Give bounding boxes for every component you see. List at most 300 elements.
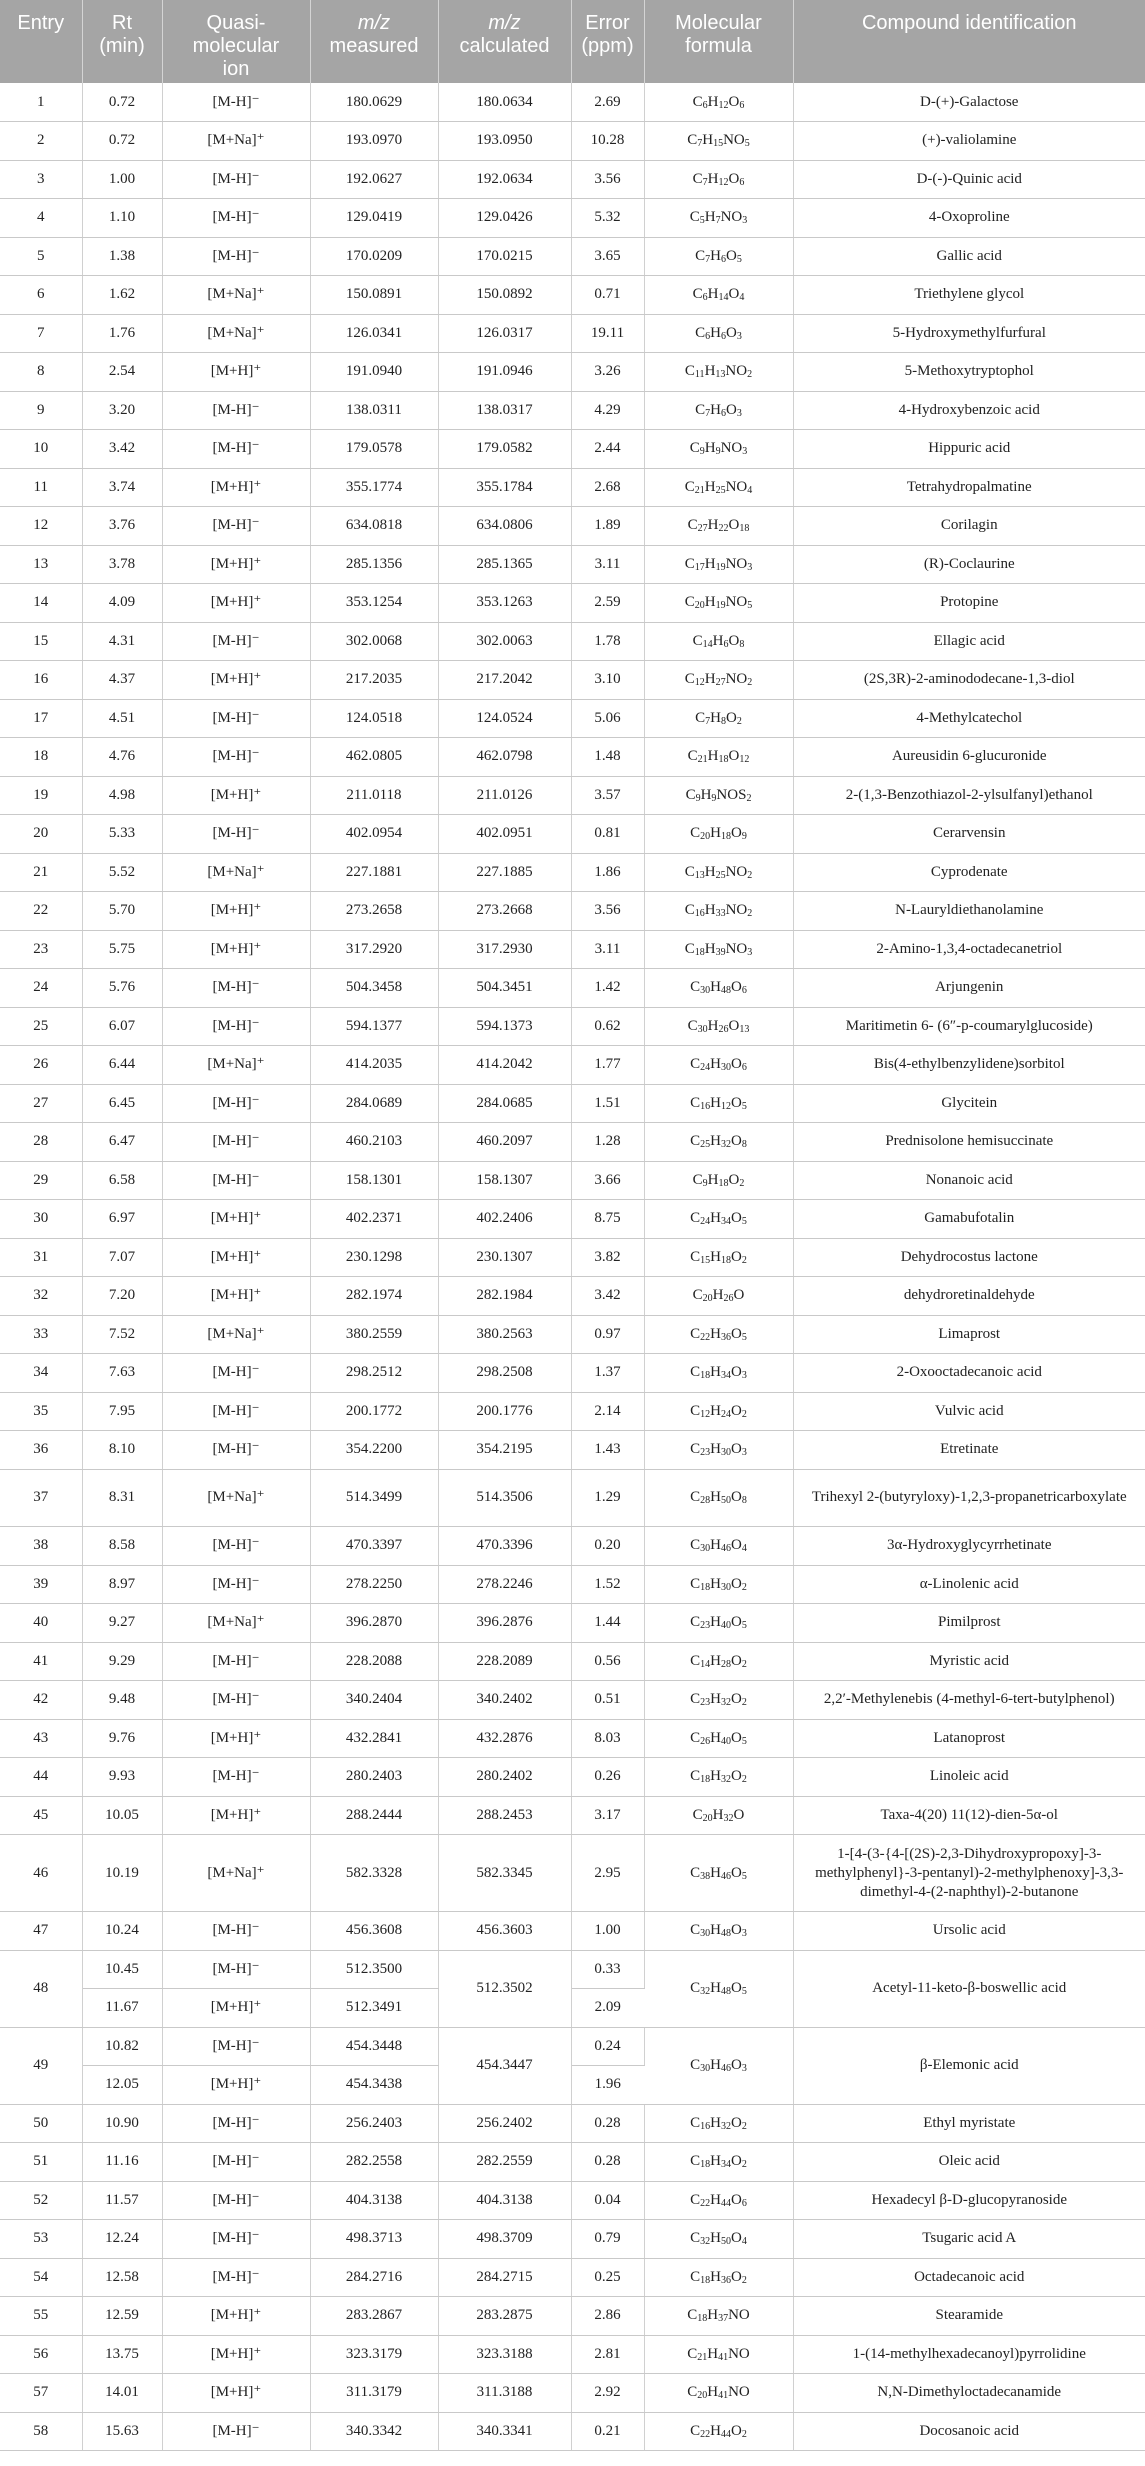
cell-ion: [M+Na]⁺ <box>162 314 310 353</box>
cell-ion: [M+H]⁺ <box>162 353 310 392</box>
cell-mz-measured: 288.2444 <box>310 1796 438 1835</box>
cell-ion: [M-H]⁻ <box>162 1527 310 1566</box>
cell-formula: $C_{21}H_{18}O_{12}$ <box>644 738 793 777</box>
cell-ion: [M+H]⁺ <box>162 1200 310 1239</box>
cell-compound: 2-(1,3-Benzothiazol-2-ylsulfanyl)ethanol <box>793 776 1145 815</box>
cell-compound: Nonanoic acid <box>793 1161 1145 1200</box>
cell-mz-measured: 193.0970 <box>310 122 438 161</box>
cell-rt: 6.45 <box>82 1084 162 1123</box>
cell-error: 2.68 <box>571 468 644 507</box>
cell-mz-calculated: 317.2930 <box>438 930 571 969</box>
cell-formula: $C_{18}H_{30}O_2$ <box>644 1565 793 1604</box>
cell-mz-calculated: 150.0892 <box>438 276 571 315</box>
cell-ion: [M-H]⁻ <box>162 2181 310 2220</box>
cell-formula: $C_{20}H_{41}NO$ <box>644 2374 793 2413</box>
cell-error: 1.29 <box>571 1469 644 1527</box>
cell-rt: 4.51 <box>82 699 162 738</box>
table-row <box>0 430 1145 469</box>
cell-mz-calculated: 498.3709 <box>438 2220 571 2259</box>
cell-mz-calculated: 200.1776 <box>438 1392 571 1431</box>
cell-compound: 4-Oxoproline <box>793 199 1145 238</box>
cell-compound: Dehydrocostus lactone <box>793 1238 1145 1277</box>
cell-entry: 28 <box>0 1123 82 1162</box>
cell-entry: 10 <box>0 430 82 469</box>
table-row <box>0 545 1145 584</box>
cell-compound: Oleic acid <box>793 2143 1145 2182</box>
cell-entry: 50 <box>0 2104 82 2143</box>
table-row <box>0 2181 1145 2220</box>
cell-mz-measured: 230.1298 <box>310 1238 438 1277</box>
cell-mz-calculated: 432.2876 <box>438 1719 571 1758</box>
cell-entry: 29 <box>0 1161 82 1200</box>
cell-error: 0.28 <box>571 2104 644 2143</box>
cell-error: 3.56 <box>571 892 644 931</box>
cell-formula: $C_{22}H_{36}O_5$ <box>644 1315 793 1354</box>
cell-formula: $C_{17}H_{19}NO_3$ <box>644 545 793 584</box>
cell-mz-calculated: 191.0946 <box>438 353 571 392</box>
cell-entry: 8 <box>0 353 82 392</box>
cell-error: 0.51 <box>571 1681 644 1720</box>
cell-rt: 10.90 <box>82 2104 162 2143</box>
cell-mz-calculated: 470.3396 <box>438 1527 571 1566</box>
cell-ion: [M+H]⁺ <box>162 2335 310 2374</box>
cell-mz-measured: 498.3713 <box>310 2220 438 2259</box>
cell-mz-measured: 514.3499 <box>310 1469 438 1527</box>
cell-ion: [M-H]⁻ <box>162 1431 310 1470</box>
cell-mz-measured: 129.0419 <box>310 199 438 238</box>
cell-ion: [M+H]⁺ <box>162 545 310 584</box>
cell-compound: Pimilprost <box>793 1604 1145 1643</box>
cell-ion: [M+H]⁺ <box>162 930 310 969</box>
cell-ion: [M+Na]⁺ <box>162 1835 310 1912</box>
cell-formula: $C_{14}H_6O_8$ <box>644 622 793 661</box>
cell-compound: Docosanoic acid <box>793 2412 1145 2451</box>
cell-formula: $C_{20}H_{32}O$ <box>644 1796 793 1835</box>
cell-rt: 3.20 <box>82 391 162 430</box>
cell-rt: 1.76 <box>82 314 162 353</box>
cell-entry: 38 <box>0 1527 82 1566</box>
cell-mz-measured: 200.1772 <box>310 1392 438 1431</box>
cell-mz-measured: 512.3491 <box>310 1989 438 2028</box>
cell-mz-calculated: 126.0317 <box>438 314 571 353</box>
cell-error: 1.89 <box>571 507 644 546</box>
cell-mz-measured: 228.2088 <box>310 1642 438 1681</box>
cell-mz-calculated: 283.2875 <box>438 2297 571 2336</box>
cell-ion: [M-H]⁻ <box>162 2027 310 2066</box>
cell-mz-calculated: 456.3603 <box>438 1912 571 1951</box>
cell-compound: Etretinate <box>793 1431 1145 1470</box>
cell-error: 2.92 <box>571 2374 644 2413</box>
cell-error: 3.42 <box>571 1277 644 1316</box>
cell-formula: $C_{22}H_{44}O_6$ <box>644 2181 793 2220</box>
cell-error: 2.81 <box>571 2335 644 2374</box>
cell-mz-calculated: 170.0215 <box>438 237 571 276</box>
cell-ion: [M-H]⁻ <box>162 815 310 854</box>
cell-formula: $C_{11}H_{13}NO_2$ <box>644 353 793 392</box>
cell-rt: 10.45 <box>82 1950 162 1989</box>
cell-mz-calculated: 582.3345 <box>438 1835 571 1912</box>
cell-mz-calculated: 273.2668 <box>438 892 571 931</box>
cell-rt: 9.48 <box>82 1681 162 1720</box>
table-row <box>0 83 1145 122</box>
cell-mz-calculated: 454.3447 <box>438 2027 571 2104</box>
cell-compound: Protopine <box>793 584 1145 623</box>
cell-entry: 51 <box>0 2143 82 2182</box>
cell-ion: [M-H]⁻ <box>162 1084 310 1123</box>
cell-ion: [M-H]⁻ <box>162 1007 310 1046</box>
cell-mz-measured: 402.0954 <box>310 815 438 854</box>
cell-mz-calculated: 138.0317 <box>438 391 571 430</box>
cell-mz-calculated: 402.0951 <box>438 815 571 854</box>
cell-error: 2.44 <box>571 430 644 469</box>
cell-rt: 11.16 <box>82 2143 162 2182</box>
cell-error: 1.51 <box>571 1084 644 1123</box>
cell-mz-measured: 302.0068 <box>310 622 438 661</box>
cell-mz-measured: 298.2512 <box>310 1354 438 1393</box>
cell-entry: 1 <box>0 83 82 122</box>
cell-ion: [M-H]⁻ <box>162 1354 310 1393</box>
cell-formula: $C_{18}H_{34}O_2$ <box>644 2143 793 2182</box>
col-formula-header: Molecular formula <box>644 0 793 83</box>
cell-mz-measured: 380.2559 <box>310 1315 438 1354</box>
cell-mz-calculated: 193.0950 <box>438 122 571 161</box>
cell-formula: $C_{24}H_{34}O_5$ <box>644 1200 793 1239</box>
cell-rt: 5.75 <box>82 930 162 969</box>
table-row <box>0 1315 1145 1354</box>
cell-error: 3.82 <box>571 1238 644 1277</box>
table-row <box>0 1469 1145 1527</box>
cell-compound: Linoleic acid <box>793 1758 1145 1797</box>
cell-ion: [M-H]⁻ <box>162 391 310 430</box>
cell-rt: 11.67 <box>82 1989 162 2028</box>
cell-mz-measured: 414.2035 <box>310 1046 438 1085</box>
cell-entry: 57 <box>0 2374 82 2413</box>
cell-entry: 36 <box>0 1431 82 1470</box>
cell-mz-measured: 283.2867 <box>310 2297 438 2336</box>
cell-error: 0.28 <box>571 2143 644 2182</box>
cell-mz-calculated: 192.0634 <box>438 160 571 199</box>
cell-formula: $C_{14}H_{28}O_2$ <box>644 1642 793 1681</box>
cell-entry: 48 <box>0 1950 82 2027</box>
cell-compound: Limaprost <box>793 1315 1145 1354</box>
table-row <box>0 1392 1145 1431</box>
table-row <box>0 237 1145 276</box>
cell-ion: [M-H]⁻ <box>162 199 310 238</box>
table-row <box>0 853 1145 892</box>
cell-mz-measured: 284.2716 <box>310 2258 438 2297</box>
cell-error: 0.81 <box>571 815 644 854</box>
cell-compound: 4-Hydroxybenzoic acid <box>793 391 1145 430</box>
table-row <box>0 1084 1145 1123</box>
cell-formula: $C_{21}H_{41}NO$ <box>644 2335 793 2374</box>
cell-compound: Cyprodenate <box>793 853 1145 892</box>
cell-mz-calculated: 634.0806 <box>438 507 571 546</box>
cell-ion: [M-H]⁻ <box>162 1642 310 1681</box>
cell-ion: [M+H]⁺ <box>162 661 310 700</box>
cell-mz-calculated: 414.2042 <box>438 1046 571 1085</box>
cell-formula: $C_6H_{14}O_4$ <box>644 276 793 315</box>
cell-mz-measured: 396.2870 <box>310 1604 438 1643</box>
cell-formula: $C_7H_{12}O_6$ <box>644 160 793 199</box>
cell-error: 4.29 <box>571 391 644 430</box>
cell-mz-measured: 170.0209 <box>310 237 438 276</box>
cell-formula: $C_{30}H_{26}O_{13}$ <box>644 1007 793 1046</box>
header-row <box>0 0 1145 83</box>
cell-mz-calculated: 355.1784 <box>438 468 571 507</box>
cell-compound: Tetrahydropalmatine <box>793 468 1145 507</box>
table-row <box>0 2258 1145 2297</box>
col-rt-header: Rt (min) <box>82 0 162 83</box>
cell-mz-measured: 432.2841 <box>310 1719 438 1758</box>
table-row <box>0 199 1145 238</box>
cell-rt: 1.10 <box>82 199 162 238</box>
cell-formula: $C_{30}H_{46}O_4$ <box>644 1527 793 1566</box>
cell-entry: 47 <box>0 1912 82 1951</box>
cell-ion: [M-H]⁻ <box>162 83 310 122</box>
cell-compound: 5-Methoxytryptophol <box>793 353 1145 392</box>
cell-mz-measured: 211.0118 <box>310 776 438 815</box>
cell-ion: [M-H]⁻ <box>162 1758 310 1797</box>
cell-error: 19.11 <box>571 314 644 353</box>
cell-error: 3.10 <box>571 661 644 700</box>
cell-compound: Latanoprost <box>793 1719 1145 1758</box>
cell-rt: 6.58 <box>82 1161 162 1200</box>
cell-error: 3.66 <box>571 1161 644 1200</box>
cell-entry: 16 <box>0 661 82 700</box>
table-row <box>0 1835 1145 1912</box>
cell-rt: 12.58 <box>82 2258 162 2297</box>
cell-rt: 1.38 <box>82 237 162 276</box>
cell-mz-measured: 594.1377 <box>310 1007 438 1046</box>
cell-ion: [M-H]⁻ <box>162 1161 310 1200</box>
cell-mz-calculated: 282.1984 <box>438 1277 571 1316</box>
cell-formula: $C_{18}H_{39}NO_3$ <box>644 930 793 969</box>
cell-mz-measured: 404.3138 <box>310 2181 438 2220</box>
cell-formula: $C_{12}H_{27}NO_2$ <box>644 661 793 700</box>
cell-formula: $C_{20}H_{18}O_9$ <box>644 815 793 854</box>
cell-compound: Trihexyl 2-(butyryloxy)-1,2,3-propanetricarboxylate <box>793 1469 1145 1527</box>
table-row <box>0 1200 1145 1239</box>
cell-formula: $C_{24}H_{30}O_6$ <box>644 1046 793 1085</box>
cell-ion: [M+Na]⁺ <box>162 276 310 315</box>
cell-entry: 37 <box>0 1469 82 1527</box>
cell-error: 0.62 <box>571 1007 644 1046</box>
cell-entry: 24 <box>0 969 82 1008</box>
cell-mz-calculated: 404.3138 <box>438 2181 571 2220</box>
cell-compound: (+)-valiolamine <box>793 122 1145 161</box>
cell-entry: 19 <box>0 776 82 815</box>
cell-ion: [M-H]⁻ <box>162 2412 310 2451</box>
cell-compound: D-(-)-Quinic acid <box>793 160 1145 199</box>
cell-mz-calculated: 504.3451 <box>438 969 571 1008</box>
cell-error: 1.44 <box>571 1604 644 1643</box>
table-row <box>0 1527 1145 1566</box>
cell-formula: $C_9H_9NOS_2$ <box>644 776 793 815</box>
cell-compound: N-Lauryldiethanolamine <box>793 892 1145 931</box>
cell-mz-measured: 311.3179 <box>310 2374 438 2413</box>
cell-rt: 7.20 <box>82 1277 162 1316</box>
table-row <box>0 1604 1145 1643</box>
cell-rt: 5.70 <box>82 892 162 931</box>
cell-compound: Acetyl-11-keto-β-boswellic acid <box>793 1950 1145 2027</box>
cell-ion: [M-H]⁻ <box>162 1123 310 1162</box>
table-row <box>0 1431 1145 1470</box>
cell-entry: 26 <box>0 1046 82 1085</box>
cell-mz-calculated: 594.1373 <box>438 1007 571 1046</box>
cell-rt: 7.63 <box>82 1354 162 1393</box>
table-row <box>0 2374 1145 2413</box>
col-compound-header: Compound identification <box>793 0 1145 83</box>
cell-mz-calculated: 211.0126 <box>438 776 571 815</box>
cell-mz-measured: 317.2920 <box>310 930 438 969</box>
cell-error: 0.71 <box>571 276 644 315</box>
cell-ion: [M+H]⁺ <box>162 776 310 815</box>
cell-ion: [M-H]⁻ <box>162 2258 310 2297</box>
table-row <box>0 1238 1145 1277</box>
table-row <box>0 2412 1145 2451</box>
cell-mz-calculated: 280.2402 <box>438 1758 571 1797</box>
cell-mz-calculated: 230.1307 <box>438 1238 571 1277</box>
cell-mz-calculated: 227.1885 <box>438 853 571 892</box>
table-row <box>0 468 1145 507</box>
cell-entry: 44 <box>0 1758 82 1797</box>
cell-rt: 4.09 <box>82 584 162 623</box>
cell-entry: 13 <box>0 545 82 584</box>
cell-entry: 18 <box>0 738 82 777</box>
cell-rt: 0.72 <box>82 122 162 161</box>
cell-error: 0.33 <box>571 1950 644 1989</box>
cell-ion: [M-H]⁻ <box>162 507 310 546</box>
cell-ion: [M+H]⁺ <box>162 1719 310 1758</box>
cell-rt: 8.31 <box>82 1469 162 1527</box>
cell-mz-measured: 227.1881 <box>310 853 438 892</box>
cell-ion: [M-H]⁻ <box>162 1392 310 1431</box>
table-row <box>0 2027 1145 2066</box>
cell-formula: $C_{18}H_{37}NO$ <box>644 2297 793 2336</box>
cell-compound: Octadecanoic acid <box>793 2258 1145 2297</box>
cell-error: 5.06 <box>571 699 644 738</box>
cell-compound: Ellagic acid <box>793 622 1145 661</box>
cell-entry: 56 <box>0 2335 82 2374</box>
table-row <box>0 661 1145 700</box>
cell-error: 10.28 <box>571 122 644 161</box>
cell-rt: 10.82 <box>82 2027 162 2066</box>
cell-formula: $C_{25}H_{32}O_8$ <box>644 1123 793 1162</box>
cell-formula: $C_{30}H_{48}O_3$ <box>644 1912 793 1951</box>
cell-rt: 9.27 <box>82 1604 162 1643</box>
cell-ion: [M+H]⁺ <box>162 1238 310 1277</box>
cell-mz-calculated: 512.3502 <box>438 1950 571 2027</box>
cell-rt: 13.75 <box>82 2335 162 2374</box>
table-row <box>0 160 1145 199</box>
cell-entry: 2 <box>0 122 82 161</box>
cell-mz-calculated: 284.0685 <box>438 1084 571 1123</box>
table-row <box>0 1277 1145 1316</box>
cell-rt: 7.07 <box>82 1238 162 1277</box>
cell-error: 3.65 <box>571 237 644 276</box>
cell-mz-measured: 180.0629 <box>310 83 438 122</box>
cell-rt: 5.76 <box>82 969 162 1008</box>
cell-entry: 9 <box>0 391 82 430</box>
cell-mz-measured: 282.1974 <box>310 1277 438 1316</box>
cell-compound: dehydroretinaldehyde <box>793 1277 1145 1316</box>
cell-mz-calculated: 158.1307 <box>438 1161 571 1200</box>
table-row <box>0 815 1145 854</box>
cell-compound: Aureusidin 6-glucuronide <box>793 738 1145 777</box>
cell-entry: 17 <box>0 699 82 738</box>
cell-ion: [M+Na]⁺ <box>162 1604 310 1643</box>
cell-formula: $C_{20}H_{19}NO_5$ <box>644 584 793 623</box>
cell-entry: 3 <box>0 160 82 199</box>
cell-error: 1.28 <box>571 1123 644 1162</box>
cell-formula: $C_{30}H_{48}O_6$ <box>644 969 793 1008</box>
cell-mz-measured: 512.3500 <box>310 1950 438 1989</box>
cell-formula: $C_{26}H_{40}O_5$ <box>644 1719 793 1758</box>
cell-error: 8.75 <box>571 1200 644 1239</box>
cell-compound: Triethylene glycol <box>793 276 1145 315</box>
table-row <box>0 2220 1145 2259</box>
cell-compound: 3α-Hydroxyglycyrrhetinate <box>793 1527 1145 1566</box>
cell-rt: 4.31 <box>82 622 162 661</box>
cell-error: 2.95 <box>571 1835 644 1912</box>
cell-error: 0.79 <box>571 2220 644 2259</box>
cell-mz-measured: 284.0689 <box>310 1084 438 1123</box>
cell-mz-calculated: 129.0426 <box>438 199 571 238</box>
cell-ion: [M+H]⁺ <box>162 468 310 507</box>
table-row <box>0 1046 1145 1085</box>
table-row <box>0 2335 1145 2374</box>
cell-entry: 33 <box>0 1315 82 1354</box>
col-measured-header: m/z measured <box>310 0 438 83</box>
cell-ion: [M+H]⁺ <box>162 2374 310 2413</box>
cell-ion: [M-H]⁻ <box>162 1950 310 1989</box>
cell-rt: 8.58 <box>82 1527 162 1566</box>
cell-compound: Bis(4-ethylbenzylidene)sorbitol <box>793 1046 1145 1085</box>
cell-formula: $C_{12}H_{24}O_2$ <box>644 1392 793 1431</box>
cell-entry: 58 <box>0 2412 82 2451</box>
cell-mz-measured: 462.0805 <box>310 738 438 777</box>
cell-compound: (R)-Coclaurine <box>793 545 1145 584</box>
table-row <box>0 1758 1145 1797</box>
cell-mz-measured: 634.0818 <box>310 507 438 546</box>
cell-compound: 2-Amino-1,3,4-octadecanetriol <box>793 930 1145 969</box>
table-row <box>0 930 1145 969</box>
cell-compound: Prednisolone hemisuccinate <box>793 1123 1145 1162</box>
cell-error: 1.48 <box>571 738 644 777</box>
cell-mz-calculated: 284.2715 <box>438 2258 571 2297</box>
cell-mz-calculated: 256.2402 <box>438 2104 571 2143</box>
cell-ion: [M-H]⁻ <box>162 1681 310 1720</box>
cell-mz-calculated: 298.2508 <box>438 1354 571 1393</box>
cell-formula: $C_{16}H_{12}O_5$ <box>644 1084 793 1123</box>
cell-entry: 7 <box>0 314 82 353</box>
cell-ion: [M+H]⁺ <box>162 1277 310 1316</box>
cell-mz-measured: 158.1301 <box>310 1161 438 1200</box>
cell-mz-measured: 179.0578 <box>310 430 438 469</box>
cell-compound: Cerarvensin <box>793 815 1145 854</box>
cell-entry: 32 <box>0 1277 82 1316</box>
cell-mz-calculated: 340.3341 <box>438 2412 571 2451</box>
cell-formula: $C_7H_6O_5$ <box>644 237 793 276</box>
cell-error: 2.59 <box>571 584 644 623</box>
cell-formula: $C_{23}H_{40}O_5$ <box>644 1604 793 1643</box>
cell-formula: $C_{32}H_{48}O_5$ <box>644 1950 793 2027</box>
cell-mz-calculated: 180.0634 <box>438 83 571 122</box>
col-entry-header: Entry <box>0 0 82 83</box>
table-row <box>0 699 1145 738</box>
cell-ion: [M-H]⁻ <box>162 738 310 777</box>
cell-mz-calculated: 217.2042 <box>438 661 571 700</box>
